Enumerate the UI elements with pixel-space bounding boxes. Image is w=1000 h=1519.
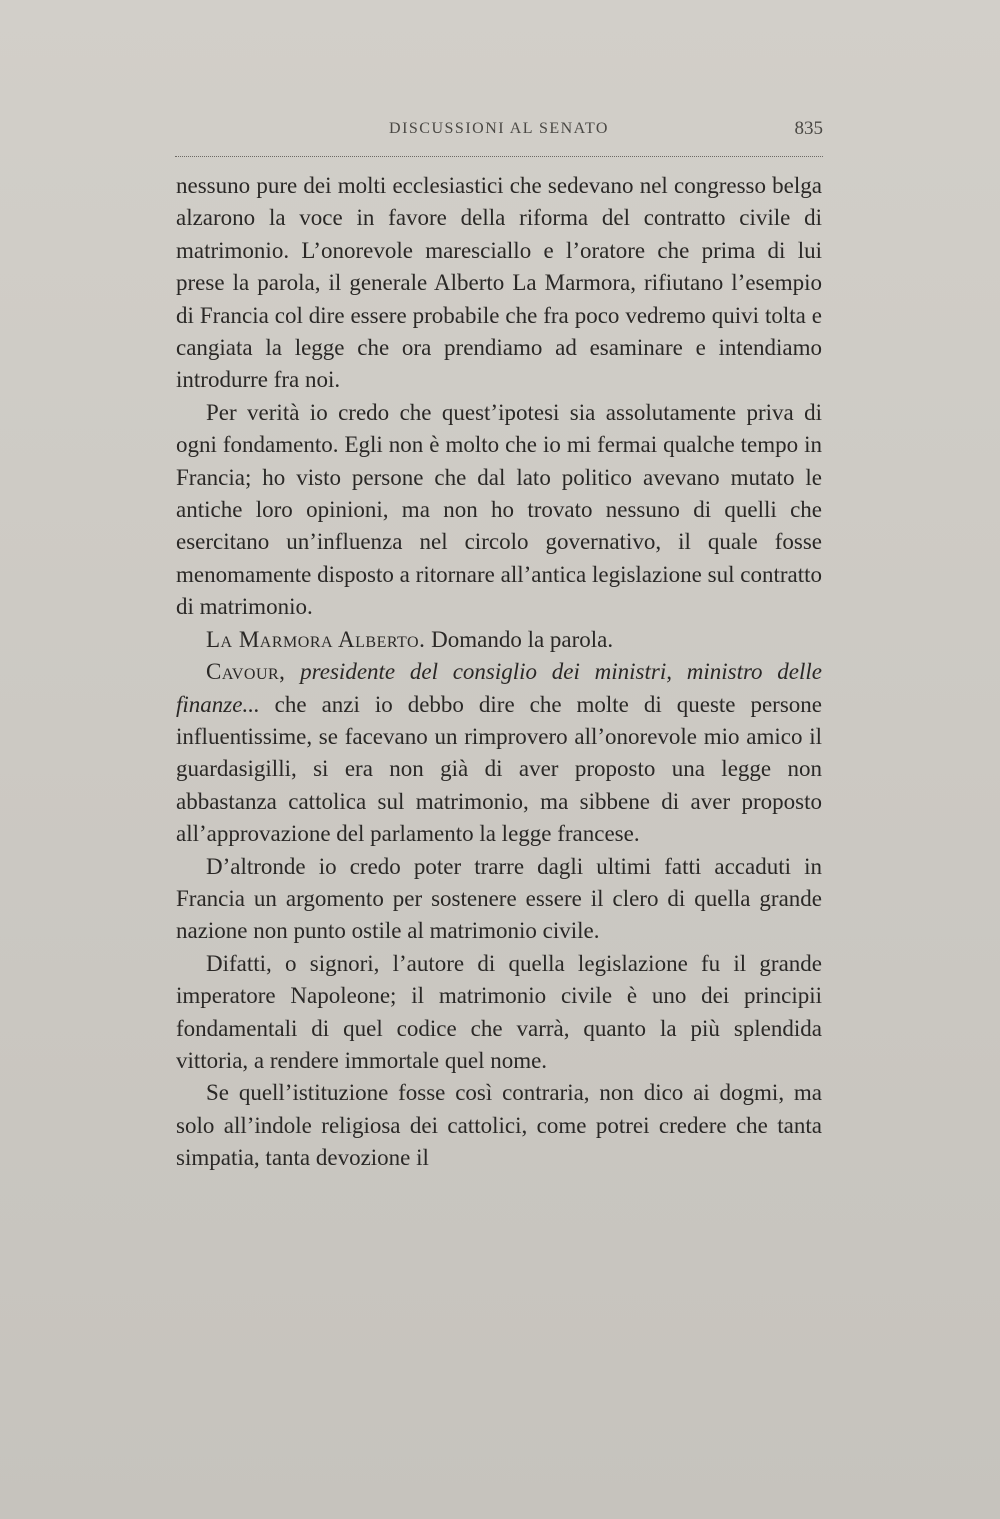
speaker-role: presidente del consiglio dei ministri, ministro delle finanze... [176,659,822,717]
speaker-name: La Marmora Alberto. [206,626,426,652]
header-rule [175,156,823,157]
page-number: 835 [794,118,823,139]
paragraph: Per verità io credo che quest’ipotesi sia assolutamente priva di ogni fondamento. Egli non è molto che io mi fermai qualche tempo in Francia; ho visto persone che dal lato politico avevano mutato le antiche loro opinioni, ma non ho trovato nessuno di quelli che esercitano un’influenza nel circolo governativo, il quale fosse menomamente disposto a ritornare all’antica legislazione sul contratto di matrimonio. [176,399,822,620]
paragraph: nessuno pure dei molti ecclesiastici che sedevano nel congresso belga alzarono la voce in favore della riforma del contratto civile di matrimonio. L’onorevole maresciallo e l’oratore che prima di lui prese la parola, il generale Alberto La Marmora, rifiutano l’esempio di Francia col dire essere probabile che fra poco vedremo quivi tolta e cangiata la legge che ora prendiamo ad esaminare e intendiamo introdurre fra noi. [176,173,822,393]
speaker-name: Cavour, [206,659,286,685]
speaker-line [176,656,822,850]
page-header [175,120,823,152]
speech-text: Domando la parola. [425,626,614,652]
paragraph: Difatti, o signori, l’autore di quella legislazione fu il grande imperatore Napoleone; il matrimonio civile è uno dei principii fondamentali di quel codice che varrà, quanto la più splendida vittoria, a rendere immortale quel nome. [176,950,822,1073]
paragraph: D’altronde io credo poter trarre dagli ultimi fatti accaduti in Francia un argomento per sostenere essere il clero di quella grande nazione non punto ostile al matrimonio civile. [176,853,822,944]
speaker-line [176,624,822,656]
running-title: DISCUSSIONI AL SENATO [389,120,609,137]
paragraph: Se quell’istituzione fosse così contraria, non dico ai dogmi, ma solo all’indole religiosa dei cattolici, come potrei credere che tanta simpatia, tanta devozione il [176,1080,822,1171]
body-text [176,170,822,1175]
speech-text: che anzi io debbo dire che molte di queste persone influentissime, se facevano un rimprovero all’onorevole mio amico il guardasigilli, si era non già di aver proposto una legge non abbastanza cattolica sul matrimonio, ma sibbene di aver proposto all’approvazione del parlamento la legge francese. [176,691,822,847]
